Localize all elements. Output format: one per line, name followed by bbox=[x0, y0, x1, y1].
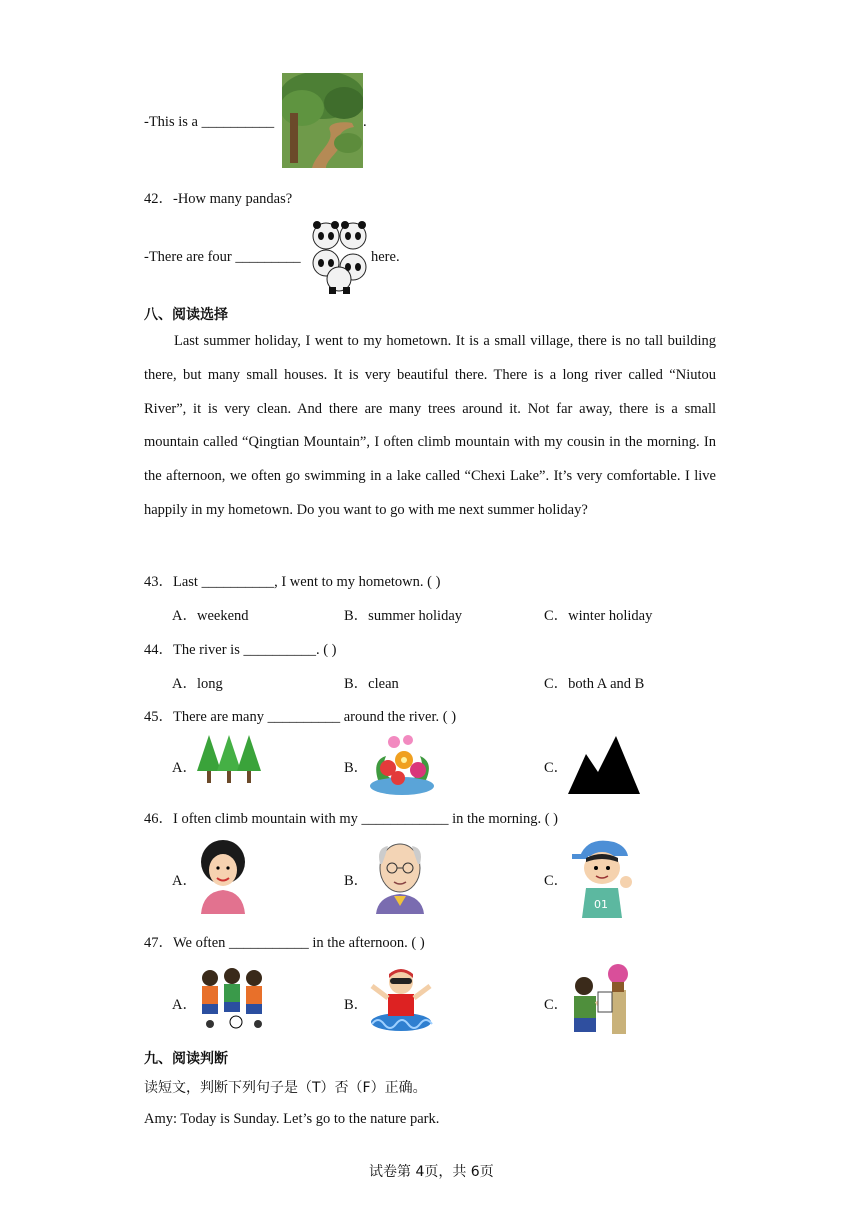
section9-heading: 九、阅读判断 bbox=[144, 1051, 228, 1067]
q43-option-b[interactable]: B．summer holiday bbox=[344, 608, 463, 624]
q43-stem: 43．Last __________, I went to my hometown. ( ) bbox=[144, 574, 441, 590]
q45-option-c[interactable]: C． bbox=[544, 760, 569, 776]
q42-answer-suffix: here. bbox=[371, 249, 400, 265]
q46-option-c[interactable]: C． bbox=[544, 873, 569, 889]
pandas-icon bbox=[309, 219, 371, 295]
section8-heading: 八、阅读选择 bbox=[144, 307, 228, 323]
q43-option-c[interactable]: C．winter holiday bbox=[544, 608, 653, 624]
q47-option-b[interactable]: B． bbox=[344, 997, 369, 1013]
flowers-icon bbox=[368, 730, 436, 796]
mountain-icon bbox=[568, 736, 640, 794]
q47-option-c[interactable]: C． bbox=[544, 997, 569, 1013]
q47-stem: 47．We often ___________ in the afternoon. ( ) bbox=[144, 935, 425, 951]
swimming-icon bbox=[368, 964, 434, 1032]
q46-option-b[interactable]: B． bbox=[344, 873, 369, 889]
trees-icon bbox=[196, 733, 262, 785]
q43-option-a[interactable]: A．weekend bbox=[172, 608, 249, 624]
grandpa-icon bbox=[368, 838, 432, 914]
playing-football-icon bbox=[196, 966, 270, 1030]
woman-icon bbox=[195, 838, 251, 914]
passage-text: Last summer holiday, I went to my hometown. It is a small village, there is no tall building there, but many small houses. It is very beautiful there. There is a long river called “Niutou River”, it is very clean. And there are many trees around it. Not far away, there is a small mountain called “Qingtian Mountain”, I often climb mountain with my cousin in the morning. In the afternoon, we often go swimming in a lake called “Chexi Lake”. It’s very comfortable. I live happily in my hometown. Do you want to go with me next summer holiday? bbox=[144, 333, 716, 518]
page-footer: 试卷第 4页，共 6页 bbox=[369, 1164, 494, 1180]
boy-icon bbox=[568, 836, 634, 918]
drawing-icon bbox=[568, 964, 632, 1036]
q41-suffix: . bbox=[363, 114, 367, 130]
section9-instruction: 读短文，判断下列句子是（T）否（F）正确。 bbox=[144, 1080, 427, 1096]
q46-option-a[interactable]: A． bbox=[172, 873, 197, 889]
q46-stem: 46．I often climb mountain with my ____________ in the morning. ( ) bbox=[144, 811, 559, 827]
section9-line1: Amy: Today is Sunday. Let’s go to the nature park. bbox=[144, 1111, 440, 1127]
q44-option-b[interactable]: B．clean bbox=[344, 676, 399, 692]
q41-answer-line bbox=[144, 114, 274, 131]
reading-passage bbox=[144, 325, 716, 528]
q45-option-a[interactable]: A． bbox=[172, 760, 197, 776]
q47-option-a[interactable]: A． bbox=[172, 997, 197, 1013]
svg-text:01: 01 bbox=[594, 898, 608, 911]
q42-answer-prefix: -There are four _________ bbox=[144, 249, 301, 265]
q44-stem: 44．The river is __________. ( ) bbox=[144, 642, 337, 658]
q44-option-c[interactable]: C．both A and B bbox=[544, 676, 645, 692]
q44-option-a[interactable]: A．long bbox=[172, 676, 223, 692]
q42-question: 42．-How many pandas? bbox=[144, 191, 293, 207]
forest-path-icon bbox=[282, 73, 363, 168]
q41-prefix: -This is a __________ bbox=[144, 114, 275, 130]
q45-stem: 45．There are many __________ around the river. ( ) bbox=[144, 709, 457, 725]
q45-option-b[interactable]: B． bbox=[344, 760, 369, 776]
